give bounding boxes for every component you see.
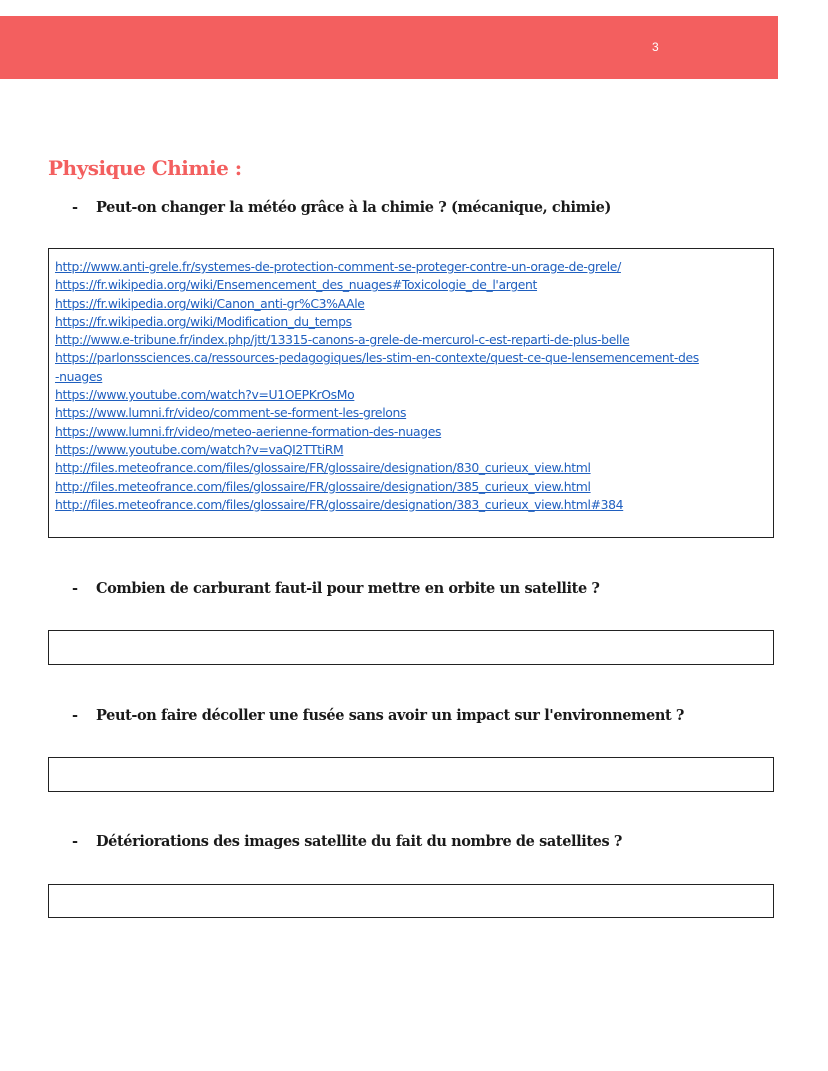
question-text: Peut-on faire décoller une fusée sans avoir un impact sur l'environnement ? [96, 707, 685, 724]
bullet-dash: - [72, 199, 78, 216]
section-title: Physique Chimie : [48, 156, 242, 180]
link[interactable]: https://www.youtube.com/watch?v=U1OEPKrOsMo [55, 387, 355, 403]
question-text: Détériorations des images satellite du fait du nombre de satellites ? [96, 833, 622, 850]
link[interactable]: https://fr.wikipedia.org/wiki/Canon_anti-gr%C3%AAle [55, 295, 365, 311]
link[interactable]: http://www.anti-grele.fr/systemes-de-protection-comment-se-proteger-contre-un-orage-de-grele/ [55, 259, 621, 274]
link[interactable]: https://www.lumni.fr/video/meteo-aerienne-formation-des-nuages [55, 423, 442, 439]
link[interactable]: https://fr.wikipedia.org/wiki/Ensemencement_des_nuages#Toxicologie_de_l'argent [55, 277, 538, 293]
answer-box-2[interactable] [48, 630, 774, 665]
question-text: Peut-on changer la météo grâce à la chimie ? (mécanique, chimie) [96, 199, 611, 216]
link[interactable]: http://www.e-tribune.fr/index.php/jtt/13315-canons-a-grele-de-mercurol-c-est-reparti-de-plus-belle [55, 332, 630, 348]
link-continuation[interactable]: -nuages [55, 368, 103, 384]
question-3 [72, 707, 684, 724]
links-box [48, 248, 774, 538]
question-2 [72, 580, 600, 597]
answer-box-4[interactable] [48, 884, 774, 918]
answer-box-3[interactable] [48, 757, 774, 792]
page-number: 3 [652, 40, 659, 54]
link[interactable]: http://files.meteofrance.com/files/glossaire/FR/glossaire/designation/383_curieux_view.html#384 [55, 496, 624, 512]
bullet-dash: - [72, 580, 78, 597]
link[interactable]: https://fr.wikipedia.org/wiki/Modification_du_temps [55, 313, 352, 329]
question-4 [72, 833, 622, 850]
link[interactable]: https://www.lumni.fr/video/comment-se-forment-les-grelons [55, 405, 407, 421]
link[interactable]: http://files.meteofrance.com/files/glossaire/FR/glossaire/designation/385_curieux_view.html [55, 478, 591, 494]
bullet-dash: - [72, 833, 78, 850]
question-1 [72, 199, 611, 216]
bullet-dash: - [72, 707, 78, 724]
header-band [0, 16, 778, 79]
link[interactable]: http://files.meteofrance.com/files/glossaire/FR/glossaire/designation/830_curieux_view.html [55, 460, 591, 476]
question-text: Combien de carburant faut-il pour mettre en orbite un satellite ? [96, 580, 600, 597]
link[interactable]: https://www.youtube.com/watch?v=vaQI2TTtiRM [55, 441, 344, 457]
link[interactable]: https://parlonssciences.ca/ressources-pedagogiques/les-stim-en-contexte/quest-ce-que-lensemencement-des [55, 350, 699, 366]
